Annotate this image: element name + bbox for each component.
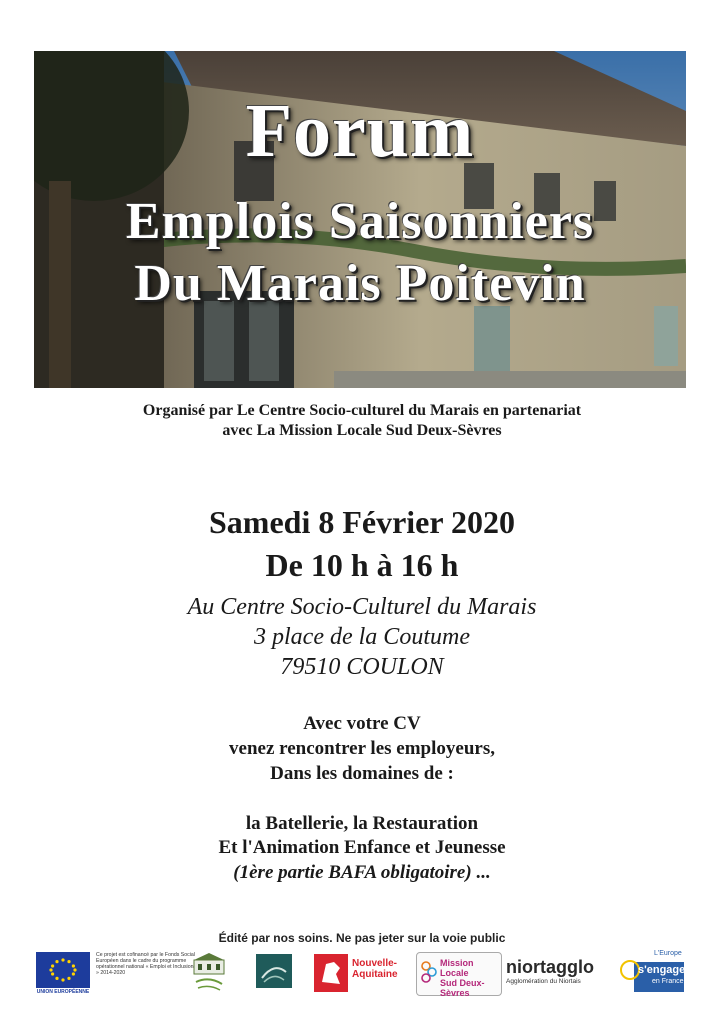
- hero-title-line3: Du Marais Poitevin: [134, 255, 586, 312]
- niort-agglo-logo: [506, 952, 612, 996]
- hero-title-forum: Forum: [245, 89, 475, 173]
- event-hours: De 10 h à 16 h: [265, 547, 459, 583]
- organizer-line1: Organisé par Le Centre Socio-culturel du Marais en partenariat: [142, 402, 582, 419]
- venue-name: Au Centre Socio-Culturel du Marais: [187, 594, 537, 620]
- eu-logo: [36, 952, 90, 996]
- partner-logos: [30, 952, 694, 1002]
- region-name-line1: Nouvelle-: [352, 958, 398, 969]
- nouvelle-aquitaine-logo: [314, 952, 408, 996]
- eu-funding-text: Ce projet est cofinancé par le Fonds Social Européen dans le cadre du programme opérationnel national « Emploi et Inclusion » 2014-2020: [96, 952, 195, 976]
- europe-line3: en France: [652, 978, 684, 985]
- europe-engage-logo: [616, 952, 686, 996]
- venue-address: 3 place de la Coutume: [254, 624, 470, 650]
- event-date: Samedi 8 Février 2020: [208, 504, 515, 540]
- niort-agglo-sub: Agglomération du Niortais: [506, 978, 581, 985]
- region-name-line2: Aquitaine: [352, 969, 398, 980]
- europe-line2: s'engage: [638, 964, 686, 976]
- domains-line2: Et l'Animation Enfance et Jeunesse: [218, 837, 506, 858]
- eu-flag-icon: [36, 952, 90, 988]
- europe-line1: L'Europe: [654, 950, 682, 957]
- centre-socioculturel-logo: [192, 952, 226, 996]
- domains-line1: la Batellerie, la Restauration: [245, 813, 479, 834]
- cta-line3: Dans les domaines de :: [270, 763, 454, 784]
- niort-agglo-name: niortagglo: [506, 957, 594, 977]
- mission-locale-icon: [420, 960, 438, 986]
- hero-photo: [34, 51, 686, 388]
- community-logo: [256, 952, 292, 996]
- organizer-line2: avec La Mission Locale Sud Deux-Sèvres: [222, 422, 502, 439]
- venue-city: 79510 COULON: [280, 654, 444, 680]
- footer-note: Édité par nos soins. Ne pas jeter sur la voie public: [218, 931, 506, 945]
- mission-locale-logo: [416, 952, 500, 996]
- cta-line2: venez rencontrer les employeurs,: [229, 738, 495, 759]
- region-lion-icon: [314, 954, 348, 992]
- mission-name-line2: Sud Deux-Sèvres: [440, 978, 485, 998]
- cta-line1: Avec votre CV: [303, 713, 421, 734]
- domains-line3: (1ère partie BAFA obligatoire) ...: [233, 862, 491, 883]
- mission-name-line1: Mission Locale: [440, 958, 474, 978]
- hero-title-line2: Emplois Saisonniers: [125, 193, 595, 250]
- eu-caption: UNION EUROPÉENNE: [36, 989, 90, 995]
